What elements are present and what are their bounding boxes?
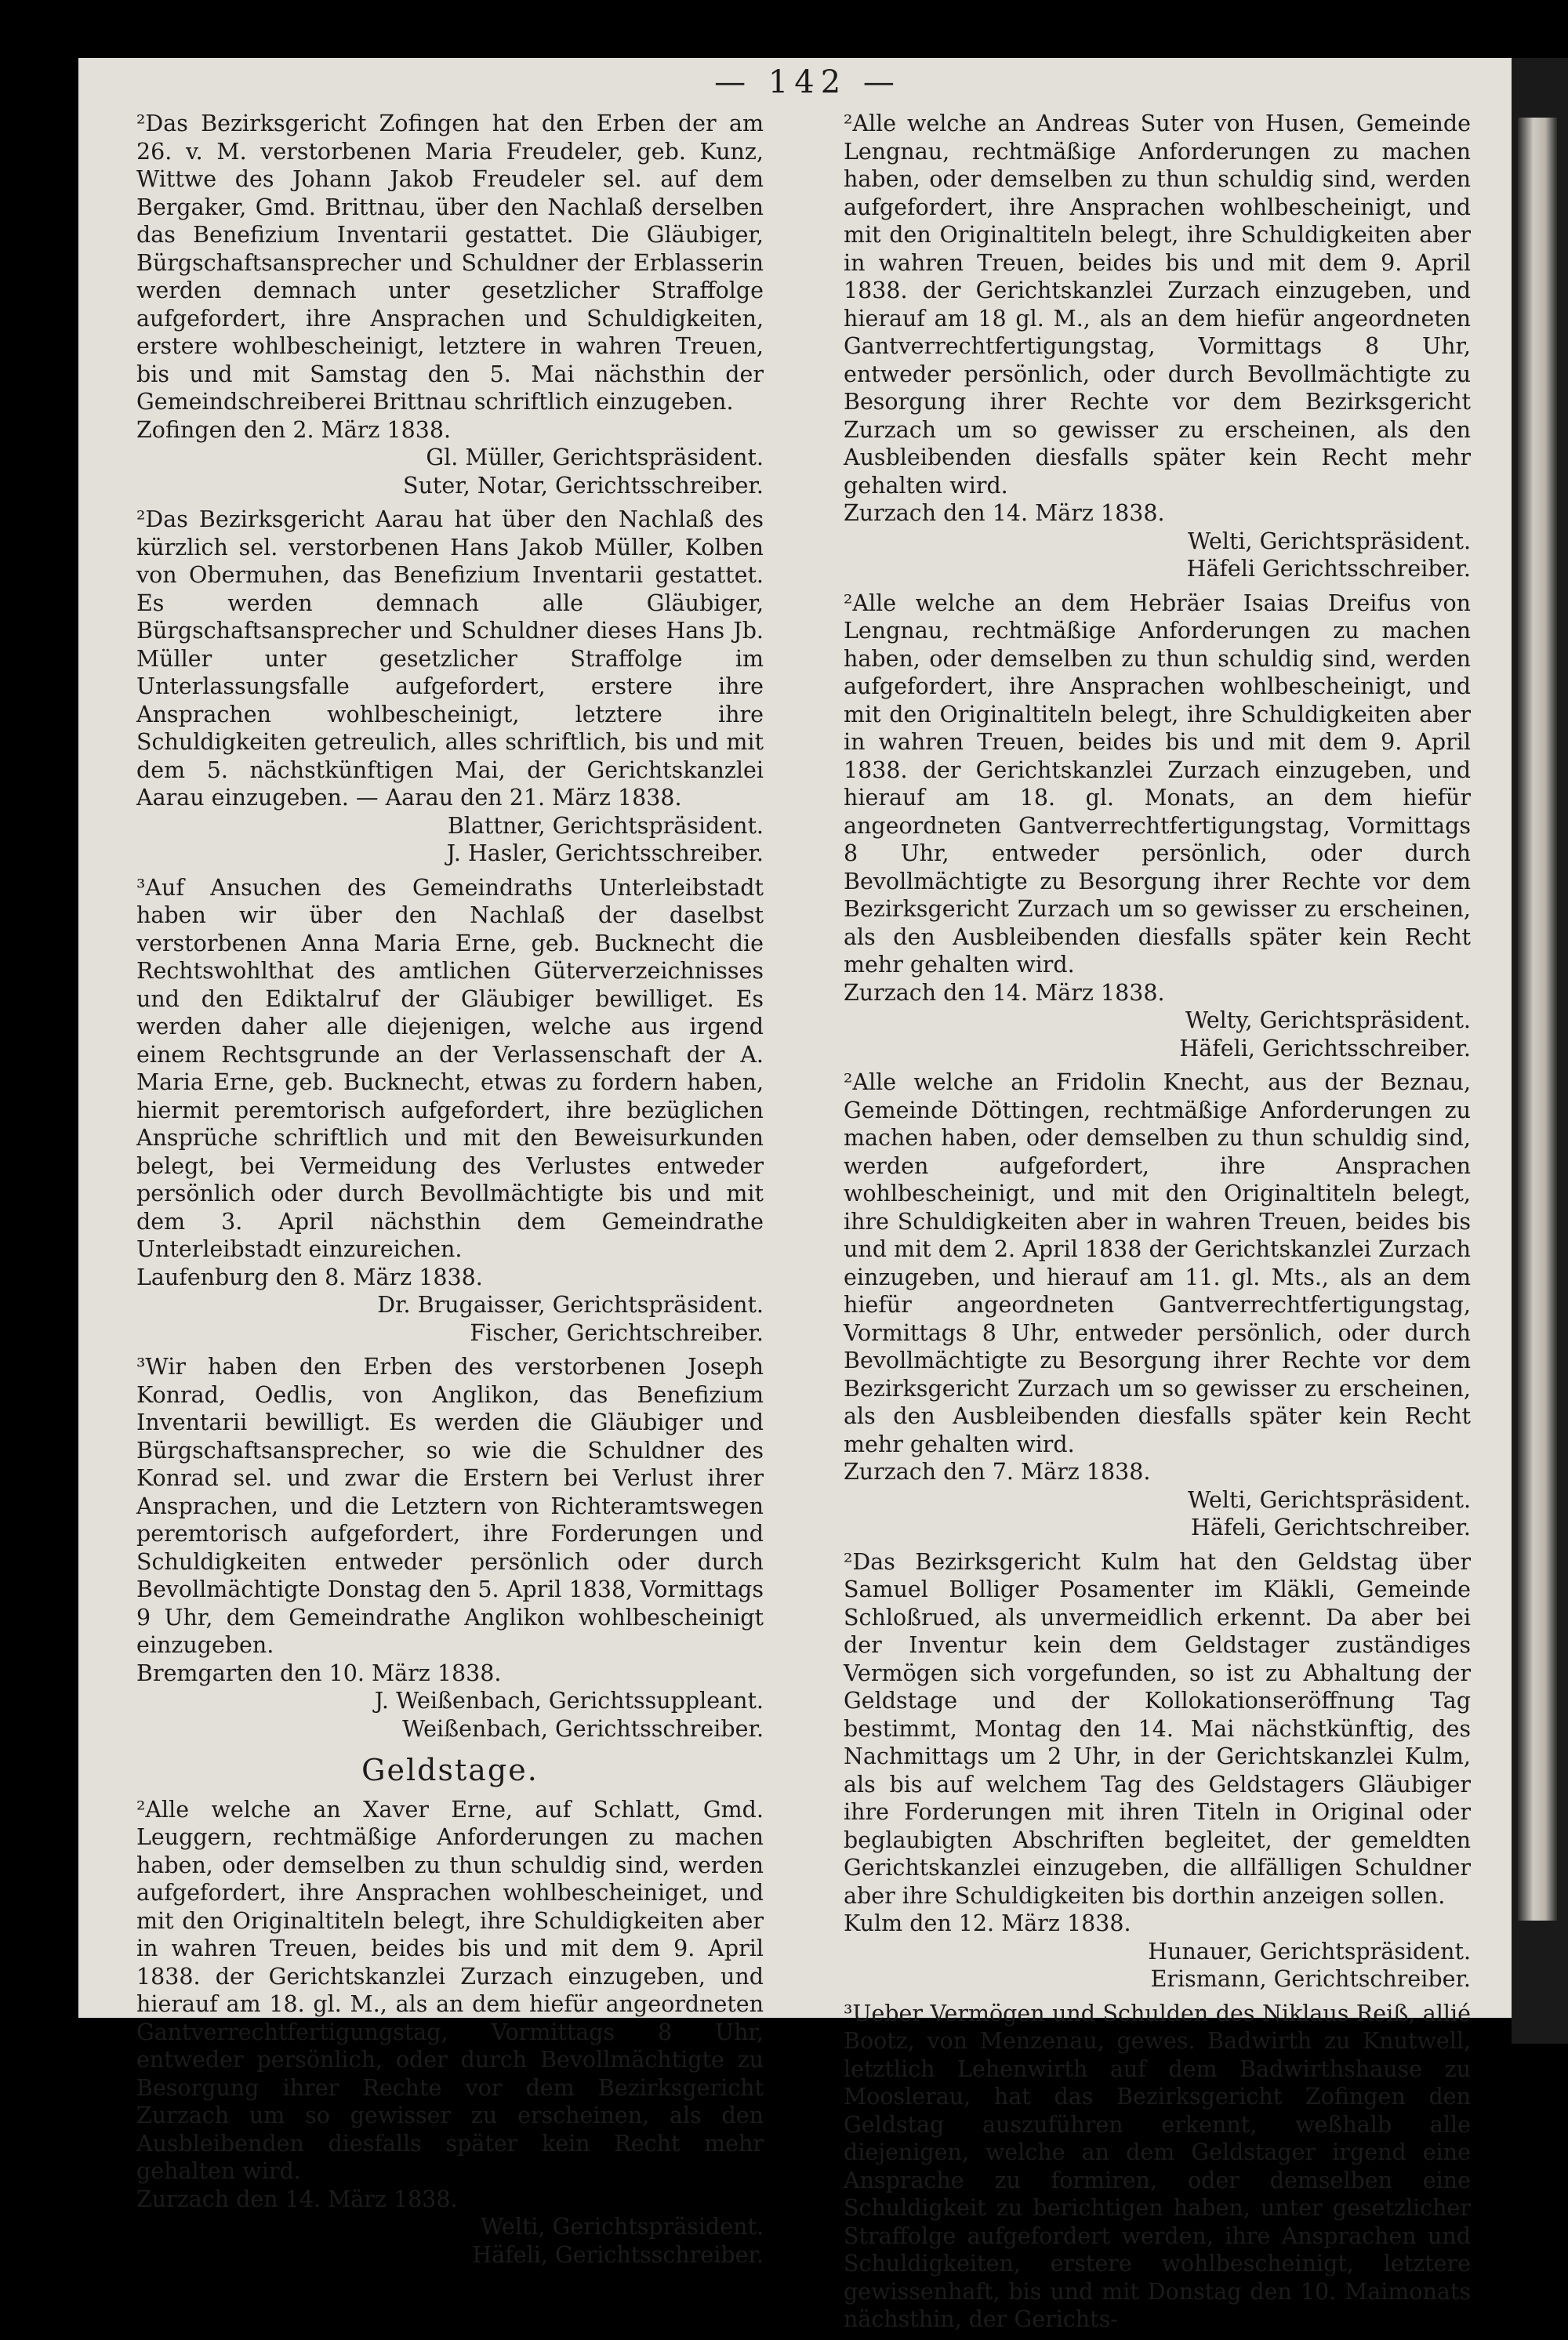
notice-text: ³Ueber Vermögen und Schulden des Niklaus Reiß, allié Bootz, von Menzenau, gewes. Badwirth zu Knutwell, letztlich Lehenwirth auf dem Badwirthshause zu Mooslerau, hat das Bezirksgericht Zofingen den Geldstag auszuführen erkennt, weßhalb alle diejenigen, welche an dem Geldstager irgend eine Ansprache zu formiren, oder demselben eine Schuldigkeit zu berichtigen haben, unter gesetzlicher Straffolge aufgefordert werden, ihre Ansprachen und Schuldigkeiten, erstere wohlbescheinigt, letztere gewissenhaft, bis und mit Donstag den 10. Maimonats nächsthin, der Gerichts- — [844, 2000, 1471, 2332]
notice — [136, 506, 764, 868]
notice-place-date: Laufenburg den 8. März 1838. — [136, 1264, 483, 1290]
notice-signature: Welti, Gerichtspräsident. — [1188, 1486, 1471, 1513]
notice-place-date: Bremgarten den 10. März 1838. — [136, 1660, 502, 1686]
notice-text: ³Wir haben den Erben des verstorbenen Joseph Konrad, Oedlis, von Anglikon, das Benefizium Inventarii bewilligt. Es werden die Gläubiger und Bürgschaftsansprecher, so wie die Schuldner des Konrad sel. und zwar die Erstern bei Verlust ihrer Ansprachen, und die Letztern von Richteramtswegen peremtorisch aufgefordert, ihre Forderungen und Schuldigkeiten entweder persönlich oder durch Bevollmächtigte Donstag den 5. April 1838, Vormittags 9 Uhr, dem Gemeindrathe Anglikon wohlbescheinigt einzugeben. — [136, 1354, 764, 1658]
notice-signature: Häfeli Gerichtsschreiber. — [1186, 556, 1471, 582]
notice-text: ²Alle welche an Andreas Suter von Husen, Gemeinde Lengnau, rechtmäßige Anforderungen zu machen haben, oder demselben zu thun schuldig sind, werden aufgefordert, ihre Ansprachen wohlbescheinigt, und mit den Originaltiteln belegt, ihre Schuldigkeiten aber in wahren Treuen, beides bis und mit dem 9. April 1838. der Gerichtskanzlei Zurzach einzugeben, und hierauf am 18 gl. M., als an dem hiefür angeordneten Gantverrechtfertigungstag, Vormittags 8 Uhr, entweder persönlich, oder durch Bevollmächtigte zu Besorgung ihrer Rechte vor dem Bezirksgericht Zurzach um so gewisser zu erscheinen, als den Ausbleibenden diesfalls später kein Recht mehr gehalten wird. — [844, 111, 1471, 499]
notice-signature: Häfeli, Gerichtsschreiber. — [1179, 1035, 1471, 1061]
notice-place-date: Kulm den 12. März 1838. — [844, 1910, 1131, 1936]
notice-signature: Welti, Gerichtspräsident. — [481, 2214, 764, 2240]
notice-signature: Dr. Brugaisser, Gerichtspräsident. — [377, 1292, 764, 1318]
notice-signature: Gl. Müller, Gerichtspräsident. — [426, 444, 764, 470]
notice — [136, 110, 764, 499]
notice-signature: J. Hasler, Gerichtsschreiber. — [446, 840, 764, 866]
notice-signature: Hunauer, Gerichtspräsident. — [1148, 1938, 1471, 1965]
adjacent-page-edge — [1518, 118, 1557, 1921]
notice — [844, 1548, 1471, 1994]
notice-text: ²Alle welche an Fridolin Knecht, aus der Beznau, Gemeinde Döttingen, rechtmäßige Anforderungen zu machen haben, oder demselben zu thun schuldig sind, werden aufgefordert, ihre Ansprachen wohlbescheinigt, und mit den Originaltiteln belegt, ihre Schuldigkeiten aber in wahren Treuen, beides bis und mit dem 2. April 1838 der Gerichtskanzlei Zurzach einzugeben, und hierauf am 11. gl. Mts., als an dem hiefür angeordneten Gantverrechtfertigungstag, Vormittags 8 Uhr, entweder persönlich, oder durch Bevollmächtigte zu Besorgung ihrer Rechte vor dem Bezirksgericht Zurzach um so gewisser zu erscheinen, als den Ausbleibenden diesfalls später kein Recht mehr gehalten wird. — [844, 1069, 1471, 1457]
notice — [844, 1068, 1471, 1542]
notice-signature: Fischer, Gerichtschreiber. — [470, 1319, 764, 1346]
notice-signature: Suter, Notar, Gerichtsschreiber. — [403, 472, 764, 499]
notice-signature: Weißenbach, Gerichtsschreiber. — [402, 1715, 764, 1742]
notice-place-date: Zurzach den 14. März 1838. — [136, 2186, 458, 2212]
notice-signature: Welty, Gerichtspräsident. — [1185, 1007, 1471, 1033]
notice-signature: Erismann, Gerichtschreiber. — [1150, 1966, 1471, 1992]
notice — [844, 2000, 1471, 2334]
notice-place-date: Zurzach den 14. März 1838. — [844, 500, 1165, 526]
notice-place-date: Zurzach den 14. März 1838. — [844, 979, 1165, 1006]
notice — [844, 590, 1471, 1063]
notice — [136, 874, 764, 1348]
notice-place-date: Zofingen den 2. März 1838. — [136, 416, 452, 443]
notice-text: ²Das Bezirksgericht Kulm hat den Geldstag über Samuel Bolliger Posamenter im Kläkli, Gemeinde Schloßrued, als unvermeidlich erkennt. Da aber bei der Inventur kein dem Geldstager zuständiges Vermögen sich vorgefunden, so ist zu Abhaltung der Geldstage und der Kollokationseröffnung Tag bestimmt, Montag den 14. Mai nächstkünftig, des Nachmittags um 2 Uhr, in der Gerichtskanzlei Kulm, als bis auf welchem Tag des Geldstagers Gläubiger ihre Forderungen mit ihren Titeln in Original oder beglaubigten Abschriften begleitet, der gemeldten Gerichtskanzlei einzugeben, die allfälligen Schuldner aber ihre Schuldigkeiten bis dorthin anzeigen sollen. — [844, 1548, 1471, 1909]
notice-text: ²Das Bezirksgericht Zofingen hat den Erben der am 26. v. M. verstorbenen Maria Freudeler, geb. Kunz, Wittwe des Johann Jakob Freudeler sel. auf dem Bergaker, Gmd. Brittnau, über den Nachlaß derselben das Benefizium Inventarii gestattet. Die Gläubiger, Bürgschaftsansprecher und Schuldner der Erblasserin werden demnach unter gesetzlicher Straffolge aufgefordert, ihre Ansprachen und Schuldigkeiten, erstere wohlbescheinigt, letztere in wahren Treuen, bis und mit Samstag den 5. Mai nächsthin der Gemeindschreiberei Brittnau schriftlich einzugeben. — [136, 111, 764, 415]
notice — [136, 1796, 764, 2269]
notice-signature: J. Weißenbach, Gerichtssuppleant. — [374, 1688, 764, 1714]
notice-text: ²Das Bezirksgericht Aarau hat über den Nachlaß des kürzlich sel. verstorbenen Hans Jakob Müller, Kolben von Obermuhen, das Benefizium Inventarii gestattet. Es werden demnach alle Gläubiger, Bürgschaftsansprecher und Schuldner dieses Hans Jb. Müller unter gesetzlicher Straffolge im Unterlassungsfalle aufgefordert, erstere ihre Ansprachen wohlbescheinigt, letztere ihre Schuldigkeiten getreulich, alles schriftlich, bis und mit dem 5. nächstkünftigen Mai, der Gerichtskanzlei Aarau einzugeben. — Aarau den 21. März 1838. — [136, 506, 764, 811]
notice-text: ²Alle welche an Xaver Erne, auf Schlatt, Gmd. Leuggern, rechtmäßige Anforderungen zu machen haben, oder demselben zu thun schuldig sind, werden aufgefordert, ihre Ansprachen wohlbescheiniget, und mit den Originaltiteln belegt, ihre Schuldigkeiten aber in wahren Treuen, beides bis und mit dem 9. April 1838. der Gerichtskanzlei Zurzach einzugeben, und hierauf am 18. gl. M., als an dem hiefür angeordneten Gantverrechtfertigungstag, Vormittags 8 Uhr, entweder persönlich, oder durch Bevollmächtigte zu Besorgung ihrer Rechte vor dem Bezirksgericht Zurzach um so gewisser zu erscheinen, als den Ausbleibenden diesfalls später kein Recht mehr gehalten wird. — [136, 1796, 764, 2184]
right-column — [844, 110, 1471, 2340]
section-heading-geldstage: Geldstage. — [361, 1753, 539, 1787]
notice-signature: Häfeli, Gerichtschreiber. — [1191, 1515, 1471, 1540]
notice-text: ³Auf Ansuchen des Gemeindraths Unterleibstadt haben wir über den Nachlaß der daselbst verstorbenen Anna Maria Erne, geb. Bucknecht die Rechtswohlthat des amtlichen Güterverzeichnisses und den Ediktalruf der Gläubiger bewilliget. Es werden daher alle diejenigen, welche aus irgend einem Rechtsgrunde an der Verlassenschaft der A. Maria Erne, geb. Bucknecht, etwas zu fordern haben, hiermit peremtorisch aufgefordert, ihre bezüglichen Ansprüche schriftlich und mit den Beweisurkunden belegt, bei Vermeidung des Verlustes entweder persönlich oder durch Bevollmächtigte bis und mit dem 3. April nächsthin dem Gemeindrathe Unterleibstadt einzureichen. — [136, 874, 764, 1262]
notice — [844, 110, 1471, 583]
notice — [136, 1353, 764, 1743]
page-number: — 142 — — [714, 64, 901, 100]
notice-signature: Häfeli, Gerichtsschreiber. — [472, 2241, 764, 2268]
notice-text: ²Alle welche an dem Hebräer Isaias Dreifus von Lengnau, rechtmäßige Anforderungen zu machen haben, oder demselben zu thun schuldig sind, werden aufgefordert, ihre Ansprachen wohlbescheinigt, und mit den Originaltiteln belegt, ihre Schuldigkeiten aber in wahren Treuen, beides bis und mit dem 9. April 1838. der Gerichtskanzlei Zurzach einzugeben, und hierauf am 18. gl. Monats, an dem hiefür angeordneten Gantverrechtfertigungstag, Vormittags 8 Uhr, entweder persönlich, oder durch Bevollmächtigte zu Besorgung ihrer Rechte vor dem Bezirksgericht Zurzach um so gewisser zu erscheinen, als den Ausbleibenden diesfalls später kein Recht mehr gehalten wird. — [844, 590, 1471, 978]
notice-signature: Blattner, Gerichtspräsident. — [447, 812, 764, 839]
notice-signature: Welti, Gerichtspräsident. — [1188, 528, 1471, 554]
notice-place-date: Zurzach den 7. März 1838. — [844, 1459, 1151, 1485]
left-column — [136, 110, 764, 2275]
